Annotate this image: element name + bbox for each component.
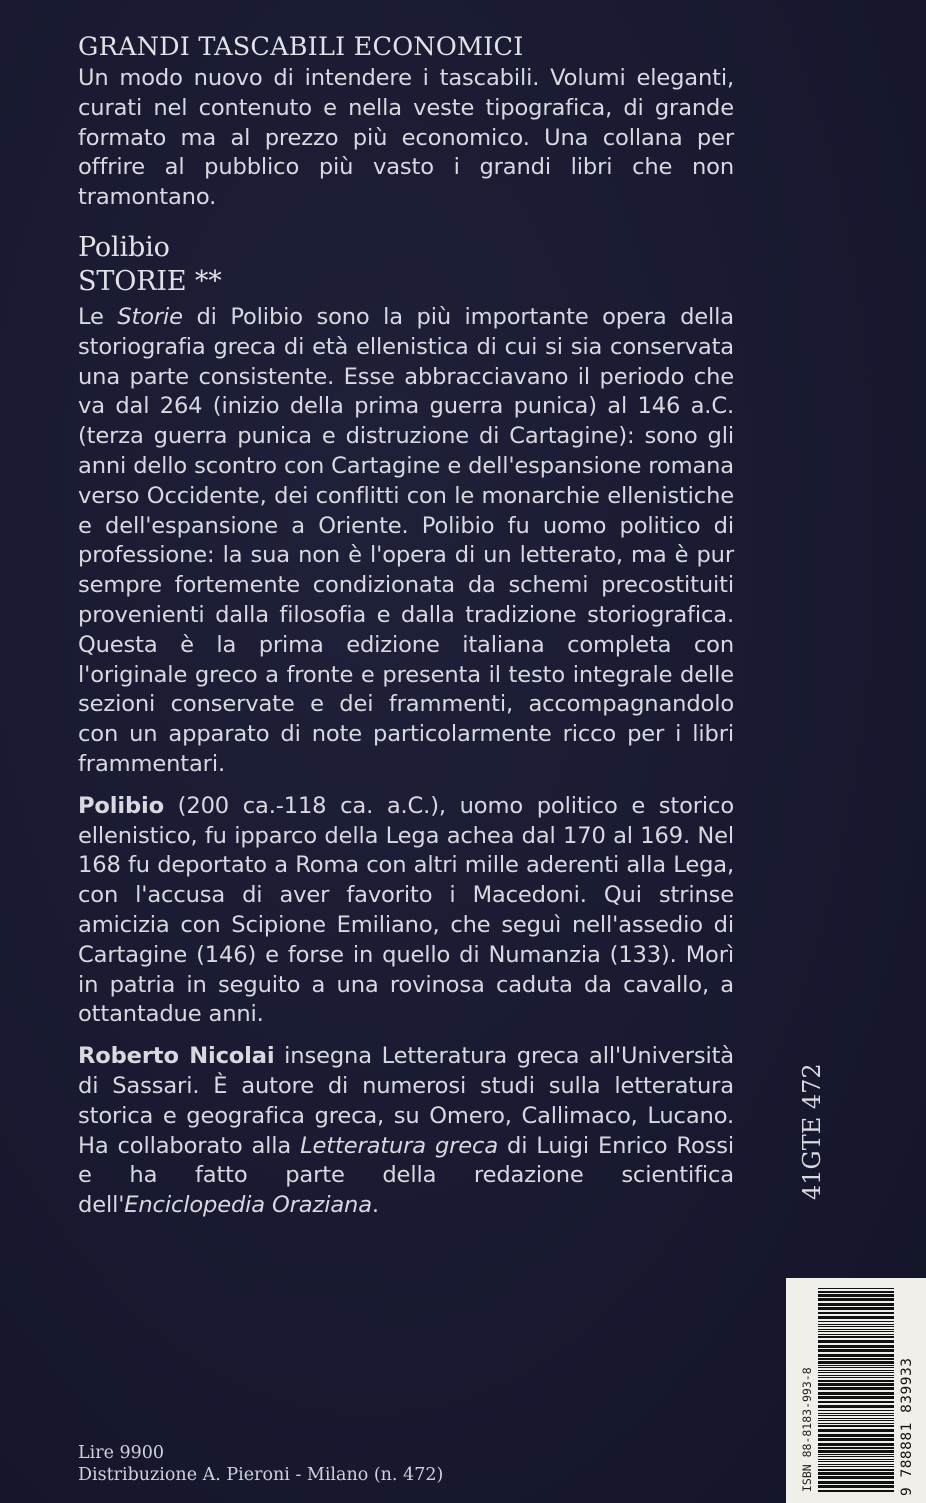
barcode-bar — [818, 1485, 894, 1488]
barcode-bar — [818, 1349, 894, 1352]
barcode-bar — [818, 1334, 894, 1335]
barcode-bar — [818, 1316, 894, 1319]
main-text-column — [78, 30, 734, 1221]
barcode-bar — [818, 1354, 894, 1357]
book-author: Polibio — [78, 231, 170, 263]
book-title: STORIE ** — [78, 265, 222, 297]
barcode-bar — [818, 1450, 894, 1453]
editor-bio-text-2: di Luigi Enrico Rossi e ha fatto parte della redazione scientifica dell' — [78, 1132, 734, 1219]
barcode-bar — [818, 1367, 894, 1368]
synopsis-intro: Le — [78, 303, 118, 330]
series-description: Un modo nuovo di intendere i tascabili. Volumi eleganti, curati nel contenuto e nella veste tipografica, di grande formato ma al prezzo più economico. Una collana per offrire al pubblico più vasto i grandi libri che non tramontano. — [78, 65, 734, 211]
barcode-bar — [818, 1472, 894, 1475]
barcode-bar — [818, 1312, 894, 1314]
barcode-bar — [818, 1415, 894, 1416]
barcode-bar — [818, 1370, 894, 1371]
price: Lire 9900 — [78, 1443, 165, 1463]
barcode-bar — [818, 1469, 894, 1471]
barcode-bar — [818, 1420, 894, 1421]
barcode-bar — [818, 1358, 894, 1360]
author-bio — [78, 792, 734, 1030]
barcode-bar — [818, 1405, 894, 1408]
barcode-bar — [818, 1361, 894, 1364]
barcode-bar — [818, 1476, 894, 1479]
barcode-bar — [818, 1340, 894, 1343]
editor-bio-italic-2: Enciclopedia Oraziana — [124, 1192, 372, 1219]
barcode-bar — [818, 1307, 894, 1310]
author-bio-name: Polibio — [78, 792, 164, 819]
barcode-bar — [818, 1425, 894, 1427]
barcode-bar — [818, 1387, 894, 1390]
series-code: 41GTE 472 — [798, 1063, 826, 1200]
barcode-bar — [818, 1372, 894, 1373]
barcode-bar — [818, 1329, 894, 1330]
barcode-bar — [818, 1345, 894, 1348]
barcode-bar — [818, 1298, 894, 1301]
barcode-bar — [818, 1291, 894, 1293]
barcode-bar — [818, 1288, 894, 1289]
barcode-bar — [818, 1443, 894, 1446]
editor-bio-name: Roberto Nicolai — [78, 1043, 275, 1070]
barcode-bar — [818, 1413, 894, 1414]
barcode-bar — [818, 1321, 894, 1322]
barcode-bar — [818, 1303, 894, 1306]
barcode-bar — [818, 1434, 894, 1437]
barcode-bar — [818, 1438, 894, 1441]
synopsis-rest: di Polibio sono la più importante opera della storiografia greca di età ellenistica di cui si sia conservata una parte consistente. Esse abbracciavano il periodo che va dal 264 (inizio della prima guerra punica) al 146 a.C. (terza guerra punica e distruzione di Cartagine): sono gli anni dello scontro con Cartagine e dell'espansione romana verso Occidente, dei conflitti con le monarchie ellenistiche e dell'espansione a Oriente. Polibio fu uomo politico di professione: la sua non è l'opera di un letterato, ma è pur sempre fortemente condizionata da schemi precostituiti provenienti dalla filosofia e dalla tradizione storiografica. Questa è la prima edizione italiana completa con l'originale greco a fronte e presenta il testo integrale delle sezioni conservate e dei frammenti, accompagnandolo con un apparato di note particolarmente ricco per i libri frammentari. — [78, 303, 734, 777]
barcode-bar — [818, 1423, 894, 1424]
barcode-bar — [818, 1336, 894, 1338]
barcode-bar — [818, 1331, 894, 1332]
editor-bio-text-3: . — [371, 1192, 379, 1219]
barcode-bar — [818, 1447, 894, 1449]
book-synopsis — [78, 303, 734, 780]
footer — [78, 1442, 443, 1486]
synopsis-title-italic: Storie — [117, 303, 183, 330]
barcode-bar — [818, 1418, 894, 1419]
distribution: Distribuzione A. Pieroni - Milano (n. 472) — [78, 1465, 444, 1485]
series-title: GRANDI TASCABILI ECONOMICI — [78, 32, 524, 62]
barcode-bar — [818, 1454, 894, 1455]
barcode-bar — [818, 1456, 894, 1457]
barcode-bar — [818, 1380, 894, 1382]
barcode-bar — [818, 1383, 894, 1386]
author-bio-text: (200 ca.-118 ca. a.C.), uomo politico e storico ellenistico, fu ipparco della Lega achea dal 170 al 169. Nel 168 fu deportato a Roma con altri mille aderenti alla Lega, con l'accusa di aver favorito i Macedoni. Qui strinse amicizia con Scipione Emiliano, che seguì nell'assedio di Cartagine (146) e forse in quello di Numanzia (133). Morì in patria in seguito a una rovinosa caduta da cavallo, a ottantadue anni. — [78, 792, 734, 1028]
barcode-bar — [818, 1461, 894, 1462]
barcode-bar — [818, 1466, 894, 1467]
barcode-bar — [818, 1294, 894, 1297]
editor-bio-text-1: insegna Letteratura greca all'Università di Sassari. È autore di numerosi studi sulla letteratura storica e geografica greca, su Omero, Callimaco, Lucano. Ha collaborato alla — [78, 1043, 734, 1159]
ean-text: 9 788881 839933 — [899, 1357, 915, 1496]
barcode-bar — [818, 1429, 894, 1432]
barcode-bar — [818, 1396, 894, 1399]
barcode-bar — [818, 1464, 894, 1465]
barcode-bar — [818, 1326, 894, 1327]
editor-bio — [78, 1042, 734, 1221]
barcode-label — [786, 1278, 926, 1503]
barcode-bar — [818, 1490, 894, 1492]
isbn-text: ISBN 88-8183-993-8 — [800, 1367, 814, 1492]
barcode-bar — [818, 1375, 894, 1376]
barcode-bar — [818, 1377, 894, 1378]
barcode-bar — [818, 1392, 894, 1395]
barcode-bar — [818, 1410, 894, 1411]
barcode-bar — [818, 1401, 894, 1403]
barcode-bar — [818, 1481, 894, 1484]
barcode-bar — [818, 1324, 894, 1325]
editor-bio-italic-1: Letteratura greca — [300, 1132, 499, 1159]
barcode-bar — [818, 1365, 894, 1366]
barcode-bar — [818, 1459, 894, 1460]
